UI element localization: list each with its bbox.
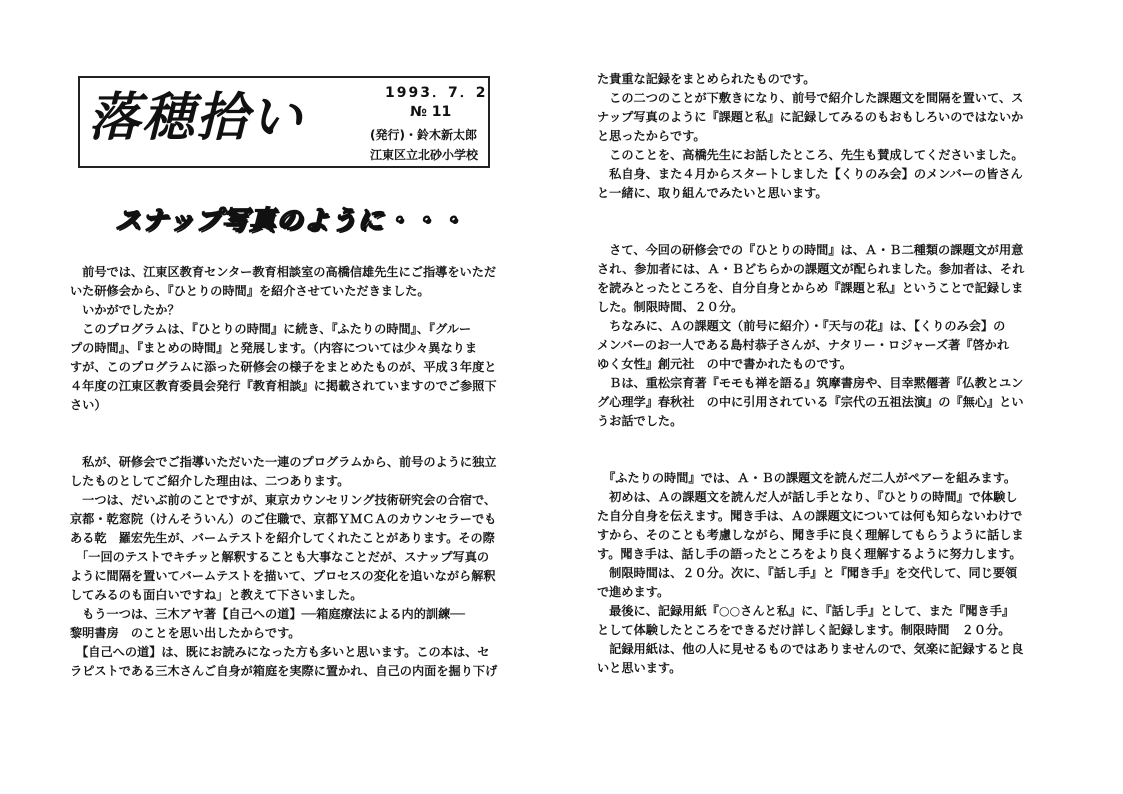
body-line: ４年度の江東区教育委員会発行『教育相談』に掲載されていますのでご参照下	[70, 379, 497, 393]
body-line: いと思います。	[597, 661, 682, 675]
body-line: このことを、高橋先生にお話したところ、先生も賛成してくださいました。	[597, 148, 1024, 162]
body-line: 『ふたりの時間』では、Ａ・Ｂの課題文を読んだ二人がペアーを組みます。	[597, 471, 1017, 485]
body-line: ある乾 羅宏先生が、バームテストを紹介してくれたことがあります。その際	[70, 531, 495, 545]
body-line: さい）	[70, 398, 107, 412]
body-line: いた研修会から、『ひとりの時間』を紹介させていただきました。	[70, 284, 430, 298]
body-line: ように間隔を置いてバームテストを描いて、プロセスの変化を追いながら解釈	[70, 569, 496, 583]
body-line: 私自身、また４月からスタートしました【くりのみ会】のメンバーの皆さん	[597, 167, 1023, 181]
body-line: してみるのも面白いですね」と教えて下さいました。	[70, 588, 363, 602]
body-line: 一つは、だいぶ前のことですが、東京カウンセリング技術研究会の合宿で、	[70, 493, 497, 507]
body-line: さて、今回の研修会での『ひとりの時間』は、Ａ・Ｂ二種類の課題文が用意	[597, 243, 1024, 257]
body-line: 最後に、記録用紙『○○さんと私』に、『話し手』として、また『聞き手』	[597, 604, 1015, 618]
masthead-title: 落穂拾い	[88, 87, 305, 148]
body-line: を読みとったところを、自分自身とからめ『課題と私』ということで記録しま	[597, 281, 1024, 295]
masthead	[78, 76, 490, 168]
body-line: Ｂは、重松宗育著『モモも禅を語る』筑摩書房や、目幸黙僊著『仏教とユン	[597, 376, 1024, 390]
body-line: で進めます。	[597, 585, 670, 599]
body-line: 制限時間は、２０分。次に、『話し手』と『聞き手』を交代して、同じ要領	[597, 566, 1018, 580]
body-line: 私が、研修会でご指導いただいた一連のプログラムから、前号のように独立	[70, 455, 497, 469]
paragraph-gap	[70, 434, 530, 453]
body-line: と一緒に、取り組んでみたいと思います。	[597, 186, 828, 200]
body-line: として体験したところをできるだけ詳しく記録します。制限時間 ２０分。	[597, 623, 1011, 637]
right-column	[597, 70, 1057, 678]
body-line: 【自己への道】は、既にお読みになった方も多いと思います。この本は、セ	[70, 645, 490, 659]
body-line: すから、そのことも考慮しながら、聞き手に良く理解してもらうように話しま	[597, 528, 1024, 542]
article-headline: スナップ写真のように・・・	[115, 206, 465, 236]
body-line: 黎明書房 のことを思い出したからです。	[70, 626, 301, 640]
body-line: したものとしてご紹介した理由は、二つあります。	[70, 474, 350, 488]
body-line: ちなみに、Ａの課題文（前号に紹介）・『天与の花』は、【くりのみ会】の	[597, 319, 1006, 333]
body-line: 初めは、Ａの課題文を読んだ人が話し手となり、『ひとりの時間』で体験し	[597, 490, 1018, 504]
body-line: と思ったからです。	[597, 129, 706, 143]
body-line: もう一つは、三木アヤ著【自己への道】──箱庭療法による内的訓練──	[70, 607, 465, 621]
body-line: このプログラムは、『ひとりの時間』に続き、『ふたりの時間』、『グルー	[70, 322, 472, 336]
paragraph-gap	[597, 203, 1057, 222]
body-line: す。聞き手は、話し手の語ったところをより良く理解するように努力します。	[597, 547, 1022, 561]
paragraph-gap	[597, 431, 1057, 450]
body-line: いかがでしたか？	[70, 303, 180, 317]
publisher: (発行)・鈴木新太郎	[370, 128, 477, 142]
body-line: 前号では、江東区教育センター教育相談室の高橋信雄先生にご指導をいただ	[70, 265, 497, 279]
paragraph-gap	[597, 450, 1057, 469]
paragraph-gap	[597, 222, 1057, 241]
school-name: 江東区立北砂小学校	[370, 148, 479, 162]
body-line: ナップ写真のように『課題と私』に記録してみるのもおもしろいのではないか	[597, 110, 1024, 124]
body-line: すが、このプログラムに添った研修会の様子をまとめたものが、平成３年度と	[70, 360, 497, 374]
body-line: うお話でした。	[597, 414, 683, 428]
issue-date: 1993．7．2	[385, 85, 488, 101]
left-column	[70, 263, 530, 681]
paragraph-gap	[70, 415, 530, 434]
body-line: ゆく女性』創元社 の中で書かれたものです。	[597, 357, 852, 371]
body-line: 「一回のテストでキチッと解釈することも大事なことだが、スナップ写真の	[70, 550, 490, 564]
body-line: 京都・乾窓院（けんそういん）のご住職で、京都ＹＭＣＡのカウンセラーでも	[70, 512, 497, 526]
body-line: メンバーのお一人である島村恭子さんが、ナタリー・ロジャーズ著『啓かれ	[597, 338, 1010, 352]
body-line: プの時間』、『まとめの時間』と発展します。（内容については少々異なりま	[70, 341, 478, 355]
body-line: した。制限時間、２０分。	[597, 300, 744, 314]
issue-number: № 11	[410, 104, 452, 120]
body-line: 記録用紙は、他の人に見せるものではありませんので、気楽に記録すると良	[597, 642, 1024, 656]
body-line: この二つのことが下敷きになり、前号で紹介した課題文を間隔を置いて、ス	[597, 91, 1024, 105]
body-line: され、参加者には、Ａ・Ｂどちらかの課題文が配られました。参加者は、それ	[597, 262, 1025, 276]
body-line: グ心理学』春秋社 の中に引用されている『宗代の五祖法演』の『無心』とい	[597, 395, 1024, 409]
body-line: た自分自身を伝えます。聞き手は、Ａの課題文については何も知らないわけで	[597, 509, 1023, 523]
body-line: ラピストである三木さんご自身が箱庭を実際に置かれ、自己の内面を掘り下げ	[70, 664, 498, 678]
body-line: た貴重な記録をまとめられたものです。	[597, 72, 816, 86]
